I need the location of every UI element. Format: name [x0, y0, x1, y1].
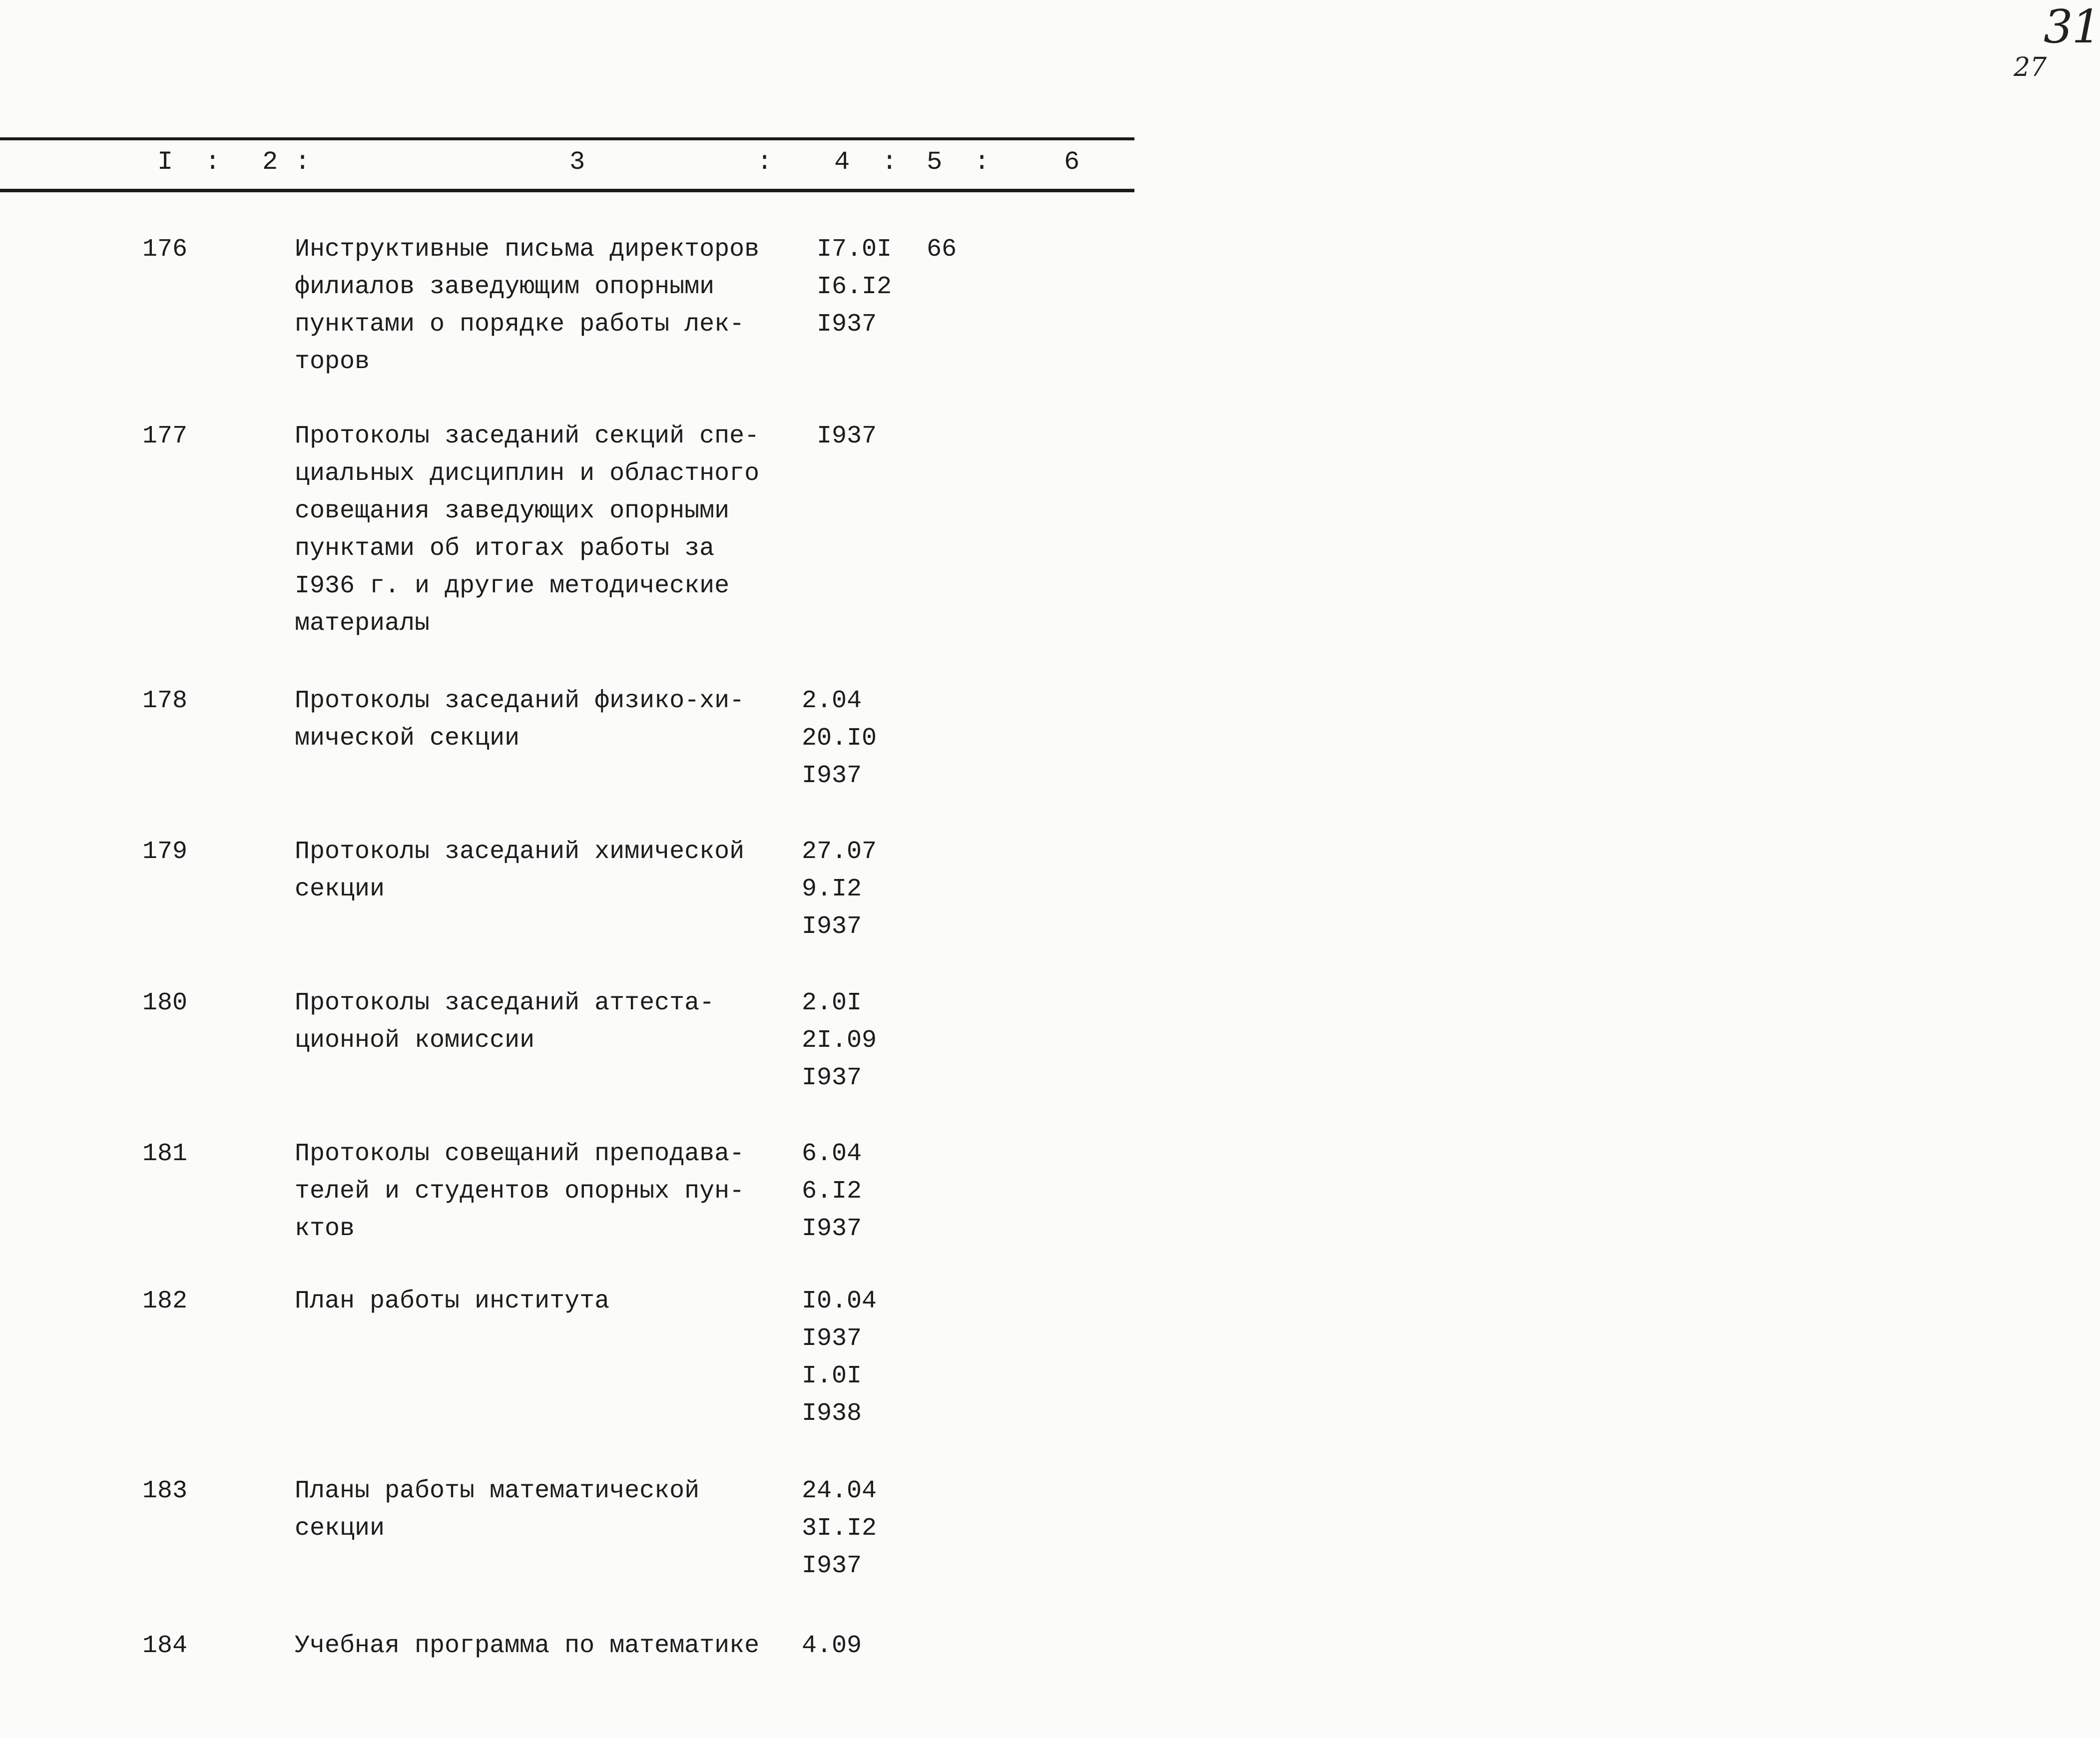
title-line: торов: [295, 348, 370, 376]
title-line: ционной комиссии: [295, 1026, 535, 1055]
header-top-rule: [0, 137, 1134, 140]
column-header-4: 4: [834, 147, 850, 177]
date-line: I6.I2: [817, 273, 892, 301]
title-line: филиалов заведующим опорными: [295, 273, 715, 301]
title-line: Протоколы заседаний секций спе-: [295, 422, 760, 450]
title-line: секции: [295, 1514, 385, 1543]
date-line: 6.04: [802, 1140, 862, 1168]
row-number: 180: [142, 989, 188, 1017]
title-line: пунктами об итогах работы за: [295, 534, 715, 563]
row-dates: [802, 1627, 902, 1665]
row-title: [295, 418, 794, 642]
title-line: Протоколы заседаний аттеста-: [295, 989, 715, 1017]
row-dates: [802, 833, 902, 945]
row-title: [295, 682, 794, 757]
column-separator: :: [757, 147, 773, 177]
date-line: 9.I2: [802, 875, 862, 903]
previous-folio-number: 27: [2014, 52, 2047, 82]
title-line: План работы института: [295, 1287, 610, 1315]
date-line: I.0I: [802, 1362, 862, 1390]
row-dates: [802, 1135, 902, 1248]
row-title: [295, 984, 794, 1059]
title-line: материалы: [295, 609, 430, 638]
title-line: Планы работы математической: [295, 1477, 700, 1505]
date-line: 3I.I2: [802, 1514, 877, 1543]
column-header-1: I: [157, 147, 173, 177]
row-number: 178: [142, 687, 188, 715]
date-line: 20.I0: [802, 724, 877, 753]
title-line: Учебная программа по математике: [295, 1632, 760, 1660]
row-title: [295, 1283, 794, 1320]
row-sheet-count: 66: [927, 235, 957, 264]
row-number: 184: [142, 1632, 188, 1660]
date-line: I7.0I: [817, 235, 892, 264]
title-line: пунктами о порядке работы лек-: [295, 310, 745, 339]
date-line: I937: [802, 1552, 862, 1580]
column-separator: :: [205, 147, 221, 177]
row-dates: [817, 418, 917, 455]
title-line: секции: [295, 875, 385, 903]
title-line: Протоколы совещаний преподава-: [295, 1140, 745, 1168]
row-dates: [802, 1472, 902, 1585]
row-title: [295, 1627, 794, 1665]
title-line: совещания заведующих опорными: [295, 497, 730, 525]
row-title: [295, 231, 794, 381]
row-title: [295, 833, 794, 908]
title-line: I936 г. и другие методические: [295, 572, 730, 600]
column-separator: :: [974, 147, 990, 177]
column-separator: :: [295, 147, 311, 177]
row-title: [295, 1135, 794, 1248]
date-line: 4.09: [802, 1632, 862, 1660]
column-header-3: 3: [569, 147, 585, 177]
row-number: 177: [142, 422, 188, 450]
date-line: I937: [802, 1215, 862, 1243]
row-number: 182: [142, 1287, 188, 1315]
row-number: 181: [142, 1140, 188, 1168]
row-title: [295, 1472, 794, 1547]
column-header-6: 6: [1064, 147, 1080, 177]
row-dates: [802, 1283, 902, 1432]
date-line: 2I.09: [802, 1026, 877, 1055]
column-header-row: [0, 142, 1134, 187]
date-line: I937: [802, 762, 862, 790]
row-dates: [802, 682, 902, 795]
row-number: 183: [142, 1477, 188, 1505]
date-line: 2.04: [802, 687, 862, 715]
page-marks: [985, 0, 2100, 110]
date-line: I937: [817, 310, 877, 339]
date-line: I0.04: [802, 1287, 877, 1315]
title-line: мической секции: [295, 724, 520, 753]
column-separator: :: [882, 147, 898, 177]
title-line: циальных дисциплин и областного: [295, 459, 760, 488]
column-header-5: 5: [927, 147, 943, 177]
date-line: I937: [817, 422, 877, 450]
title-line: Протоколы заседаний физико-хи-: [295, 687, 745, 715]
date-line: I938: [802, 1399, 862, 1428]
row-dates: [817, 231, 917, 343]
date-line: I937: [802, 912, 862, 941]
title-line: Протоколы заседаний химической: [295, 838, 745, 866]
date-line: 24.04: [802, 1477, 877, 1505]
title-line: Инструктивные письма директоров: [295, 235, 760, 264]
date-line: 2.0I: [802, 989, 862, 1017]
header-bottom-rule: [0, 189, 1134, 192]
column-header-2: 2: [262, 147, 278, 177]
date-line: 27.07: [802, 838, 877, 866]
row-dates: [802, 984, 902, 1097]
date-line: 6.I2: [802, 1177, 862, 1206]
row-number: 179: [142, 838, 188, 866]
title-line: телей и студентов опорных пун-: [295, 1177, 745, 1206]
date-line: I937: [802, 1064, 862, 1092]
current-folio-number: 31: [2044, 0, 2100, 53]
date-line: I937: [802, 1324, 862, 1353]
title-line: ктов: [295, 1215, 355, 1243]
row-number: 176: [142, 235, 188, 264]
